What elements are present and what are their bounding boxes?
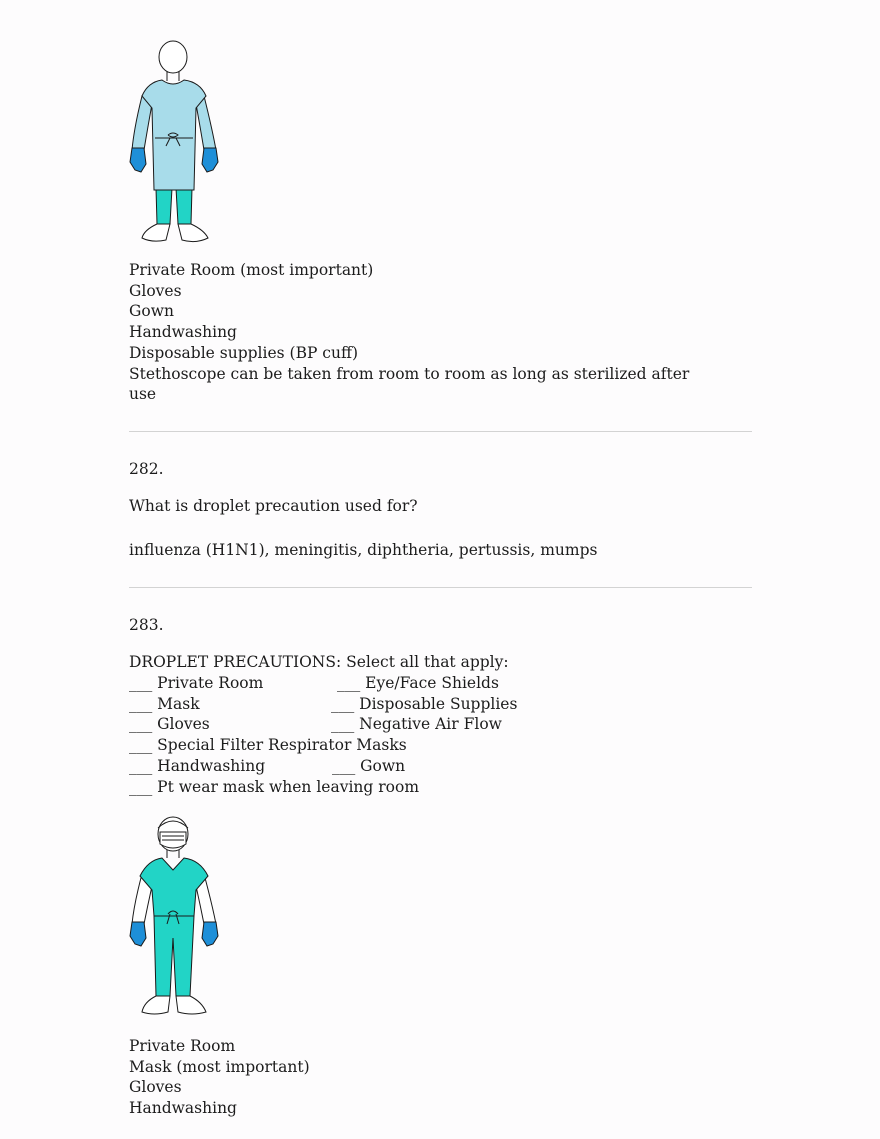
- answer-line: Disposable supplies (BP cuff): [129, 343, 359, 362]
- answer-line: Mask (most important): [129, 1057, 310, 1076]
- card-number: 282.: [129, 460, 164, 478]
- option-item: ___ Pt wear mask when leaving room: [129, 777, 420, 796]
- answer-line: Handwashing: [129, 323, 237, 342]
- contact-precaution-answer: [129, 260, 689, 405]
- option-item: ___ Eye/Face Shields: [337, 674, 499, 692]
- contact-precaution-figure: [124, 38, 224, 248]
- option-item: ___ Special Filter Respirator Masks: [129, 736, 407, 755]
- answer-text: influenza (H1N1), meningitis, diphtheria, pertussis, mumps: [129, 541, 598, 559]
- right-glove-icon: [202, 148, 218, 172]
- divider: [129, 431, 752, 432]
- head-icon: [159, 41, 187, 73]
- answer-line: Gloves: [129, 281, 182, 300]
- divider: [129, 587, 752, 588]
- right-glove-icon: [202, 922, 218, 946]
- option-item: ___ Private Room: [129, 674, 264, 692]
- left-glove-icon: [130, 922, 146, 946]
- option-item: ___ Negative Air Flow: [331, 715, 502, 734]
- gown-icon: [142, 80, 206, 190]
- droplet-precaution-figure: [124, 814, 224, 1024]
- answer-line: Gloves: [129, 1078, 182, 1097]
- option-item: ___ Mask: [129, 694, 200, 713]
- card-number: 283.: [129, 616, 164, 634]
- option-item: ___ Gloves: [129, 715, 210, 734]
- question-text: DROPLET PRECAUTIONS: Select all that apply:: [129, 653, 509, 671]
- left-glove-icon: [130, 148, 146, 172]
- droplet-precaution-answer: [129, 1036, 310, 1119]
- answer-line: Private Room: [129, 1037, 236, 1055]
- answer-line: Gown: [129, 302, 174, 321]
- answer-line: Private Room (most important): [129, 261, 374, 279]
- answer-line: Stethoscope can be taken from room to room as long as sterilized after: [129, 364, 690, 383]
- option-item: ___ Disposable Supplies: [331, 694, 518, 713]
- answer-line: Handwashing: [129, 1099, 237, 1118]
- answer-line: use: [129, 385, 157, 404]
- scrubs-icon: [140, 858, 208, 916]
- question-text: What is droplet precaution used for?: [129, 497, 418, 515]
- option-item: ___ Handwashing: [129, 756, 266, 775]
- option-item: ___ Gown: [332, 756, 406, 775]
